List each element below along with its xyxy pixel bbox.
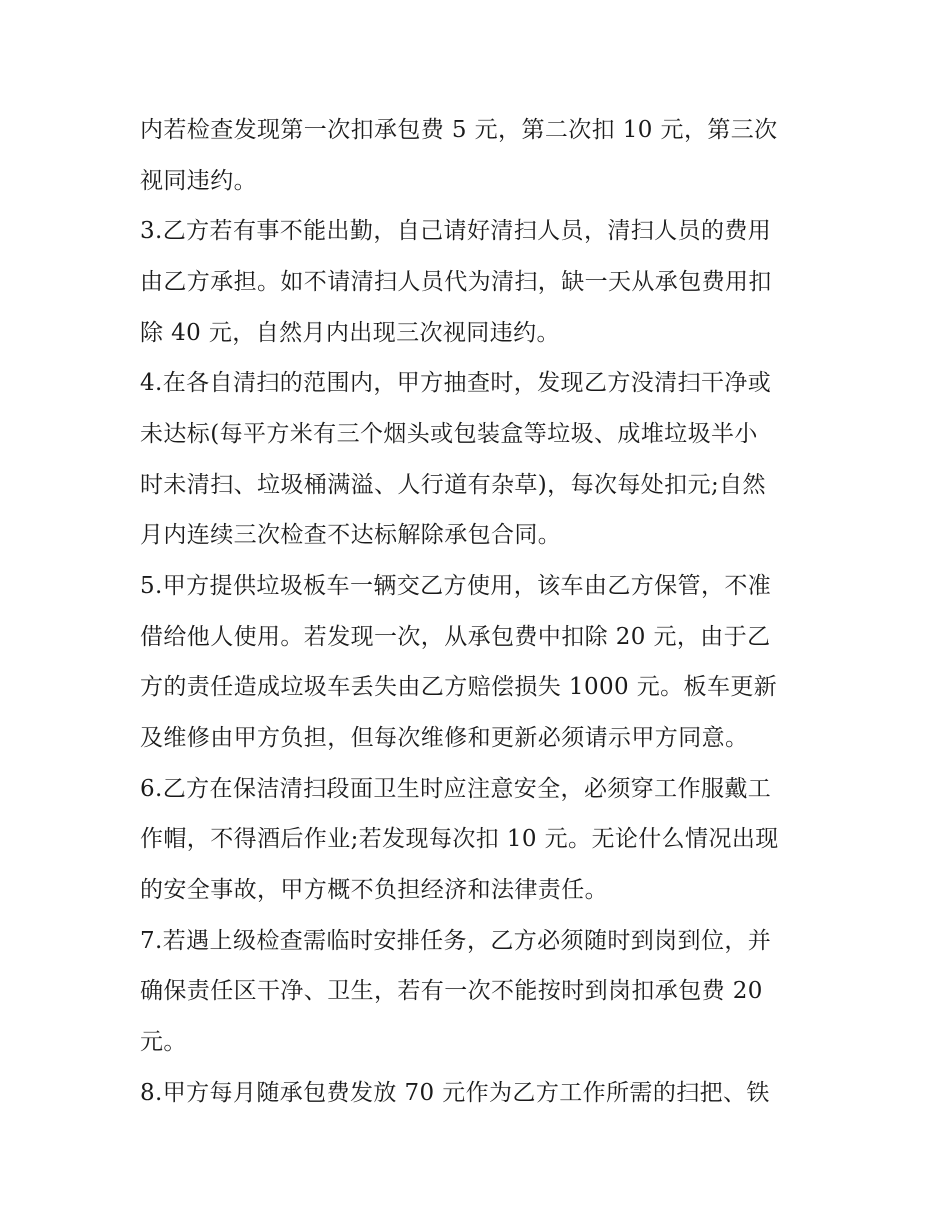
text-line: 8.甲方每月随承包费发放 70 元作为乙方工作所需的扫把、铁: [140, 1080, 770, 1106]
text-line: 借给他人使用。若发现一次，从承包费中扣除 20 元，由于乙: [140, 624, 771, 650]
text-line: 3.乙方若有事不能出勤，自己请好清扫人员，清扫人员的费用: [140, 218, 772, 244]
text-line: 5.甲方提供垃圾板车一辆交乙方使用，该车由乙方保管，不准: [140, 573, 772, 599]
text-line: 月内连续三次检查不达标解除承包合同。: [140, 522, 562, 548]
text-line: 元。: [140, 1029, 187, 1055]
text-line: 及维修由甲方负担，但每次维修和更新必须请示甲方同意。: [140, 725, 749, 751]
text-line: 4.在各自清扫的范围内，甲方抽查时，发现乙方没清扫干净或: [140, 370, 772, 396]
text-line: 方的责任造成垃圾车丢失由乙方赔偿损失 1000 元。板车更新: [140, 674, 778, 700]
text-line: 的安全事故，甲方概不负担经济和法律责任。: [140, 877, 608, 903]
text-line: 时未清扫、垃圾桶满溢、人行道有杂草)，每次每处扣元;自然: [140, 472, 766, 498]
text-line: 视同违约。: [140, 168, 257, 194]
text-line: 由乙方承担。如不请清扫人员代为清扫，缺一天从承包费用扣: [140, 269, 772, 295]
text-line: 7.若遇上级检查需临时安排任务，乙方必须随时到岗到位，并: [140, 928, 772, 954]
text-line: 确保责任区干净、卫生，若有一次不能按时到岗扣承包费 20: [140, 978, 763, 1004]
text-line: 内若检查发现第一次扣承包费 5 元，第二次扣 10 元，第三次: [140, 117, 778, 143]
text-line: 6.乙方在保洁清扫段面卫生时应注意安全，必须穿工作服戴工: [140, 776, 772, 802]
text-line: 除 40 元，自然月内出现三次视同违约。: [140, 320, 560, 346]
text-line: 未达标(每平方米有三个烟头或包装盒等垃圾、成堆垃圾半小: [140, 421, 758, 447]
text-line: 作帽，不得酒后作业;若发现每次扣 10 元。无论什么情况出现: [140, 826, 779, 852]
